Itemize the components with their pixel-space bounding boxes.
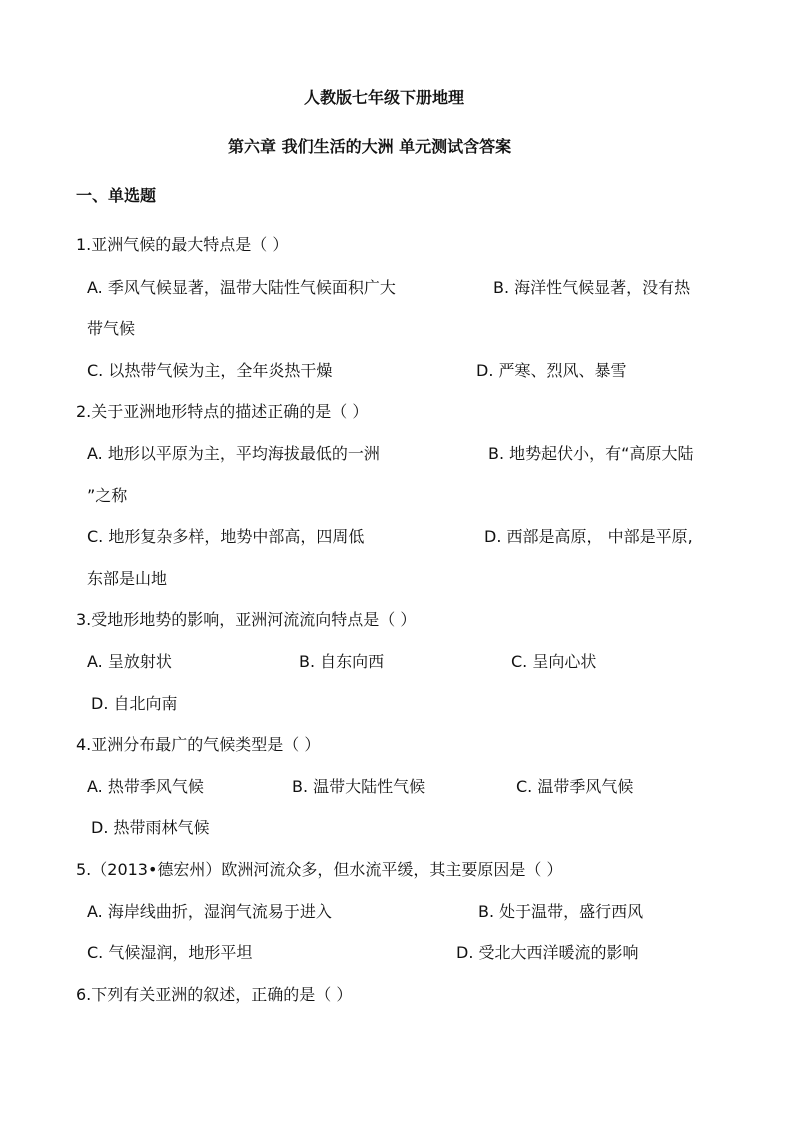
question-2-option-b: B. 地势起伏小，有“高原大陆 <box>488 444 694 463</box>
question-4-option-a: A. 热带季风气候 <box>87 777 204 796</box>
question-2-option-a: A. 地形以平原为主，平均海拔最低的一洲 <box>87 444 380 463</box>
question-4-option-c: C. 温带季风气候 <box>516 777 634 796</box>
question-3-option-c: C. 呈向心状 <box>511 652 597 671</box>
question-2-option-d-continued: 东部是山地 <box>87 569 168 588</box>
question-1-option-a: A. 季风气候显著，温带大陆性气候面积广大 <box>87 278 396 297</box>
document-title: 人教版七年级下册地理 <box>304 88 465 107</box>
question-2-option-d: D. 西部是高原， 中部是平原, <box>484 527 693 546</box>
question-3-option-b: B. 自东向西 <box>299 652 385 671</box>
question-2-option-c: C. 地形复杂多样，地势中部高，四周低 <box>87 527 365 546</box>
question-1-option-d: D. 严寒、烈风、暴雪 <box>476 361 627 380</box>
question-1-stem: 1.亚洲气候的最大特点是（ ） <box>76 235 289 254</box>
question-5-option-a: A. 海岸线曲折，湿润气流易于进入 <box>87 902 332 921</box>
question-5-option-c: C. 气候湿润，地形平坦 <box>87 943 253 962</box>
question-4-option-d: D. 热带雨林气候 <box>91 818 210 837</box>
question-5-option-b: B. 处于温带，盛行西风 <box>478 902 644 921</box>
question-1-option-b: B. 海洋性气候显著，没有热 <box>493 278 691 297</box>
question-1-option-b-continued: 带气候 <box>87 319 136 338</box>
question-4-stem: 4.亚洲分布最广的气候类型是（ ） <box>76 735 321 754</box>
question-2-option-b-continued: ”之称 <box>87 486 128 505</box>
question-3-stem: 3.受地形地势的影响，亚洲河流流向特点是（ ） <box>76 610 417 629</box>
document-subtitle: 第六章 我们生活的大洲 单元测试含答案 <box>228 137 512 156</box>
section-heading: 一、单选题 <box>76 186 157 205</box>
question-1-option-c: C. 以热带气候为主，全年炎热干燥 <box>87 361 333 380</box>
question-6-stem: 6.下列有关亚洲的叙述，正确的是（ ） <box>76 985 353 1004</box>
question-3-option-a: A. 呈放射状 <box>87 652 172 671</box>
question-5-stem: 5.（2013•德宏州）欧洲河流众多，但水流平缓，其主要原因是（ ） <box>76 860 563 879</box>
question-5-option-d: D. 受北大西洋暖流的影响 <box>456 943 639 962</box>
question-4-option-b: B. 温带大陆性气候 <box>292 777 426 796</box>
question-3-option-d: D. 自北向南 <box>91 694 178 713</box>
question-2-stem: 2.关于亚洲地形特点的描述正确的是（ ） <box>76 402 369 421</box>
